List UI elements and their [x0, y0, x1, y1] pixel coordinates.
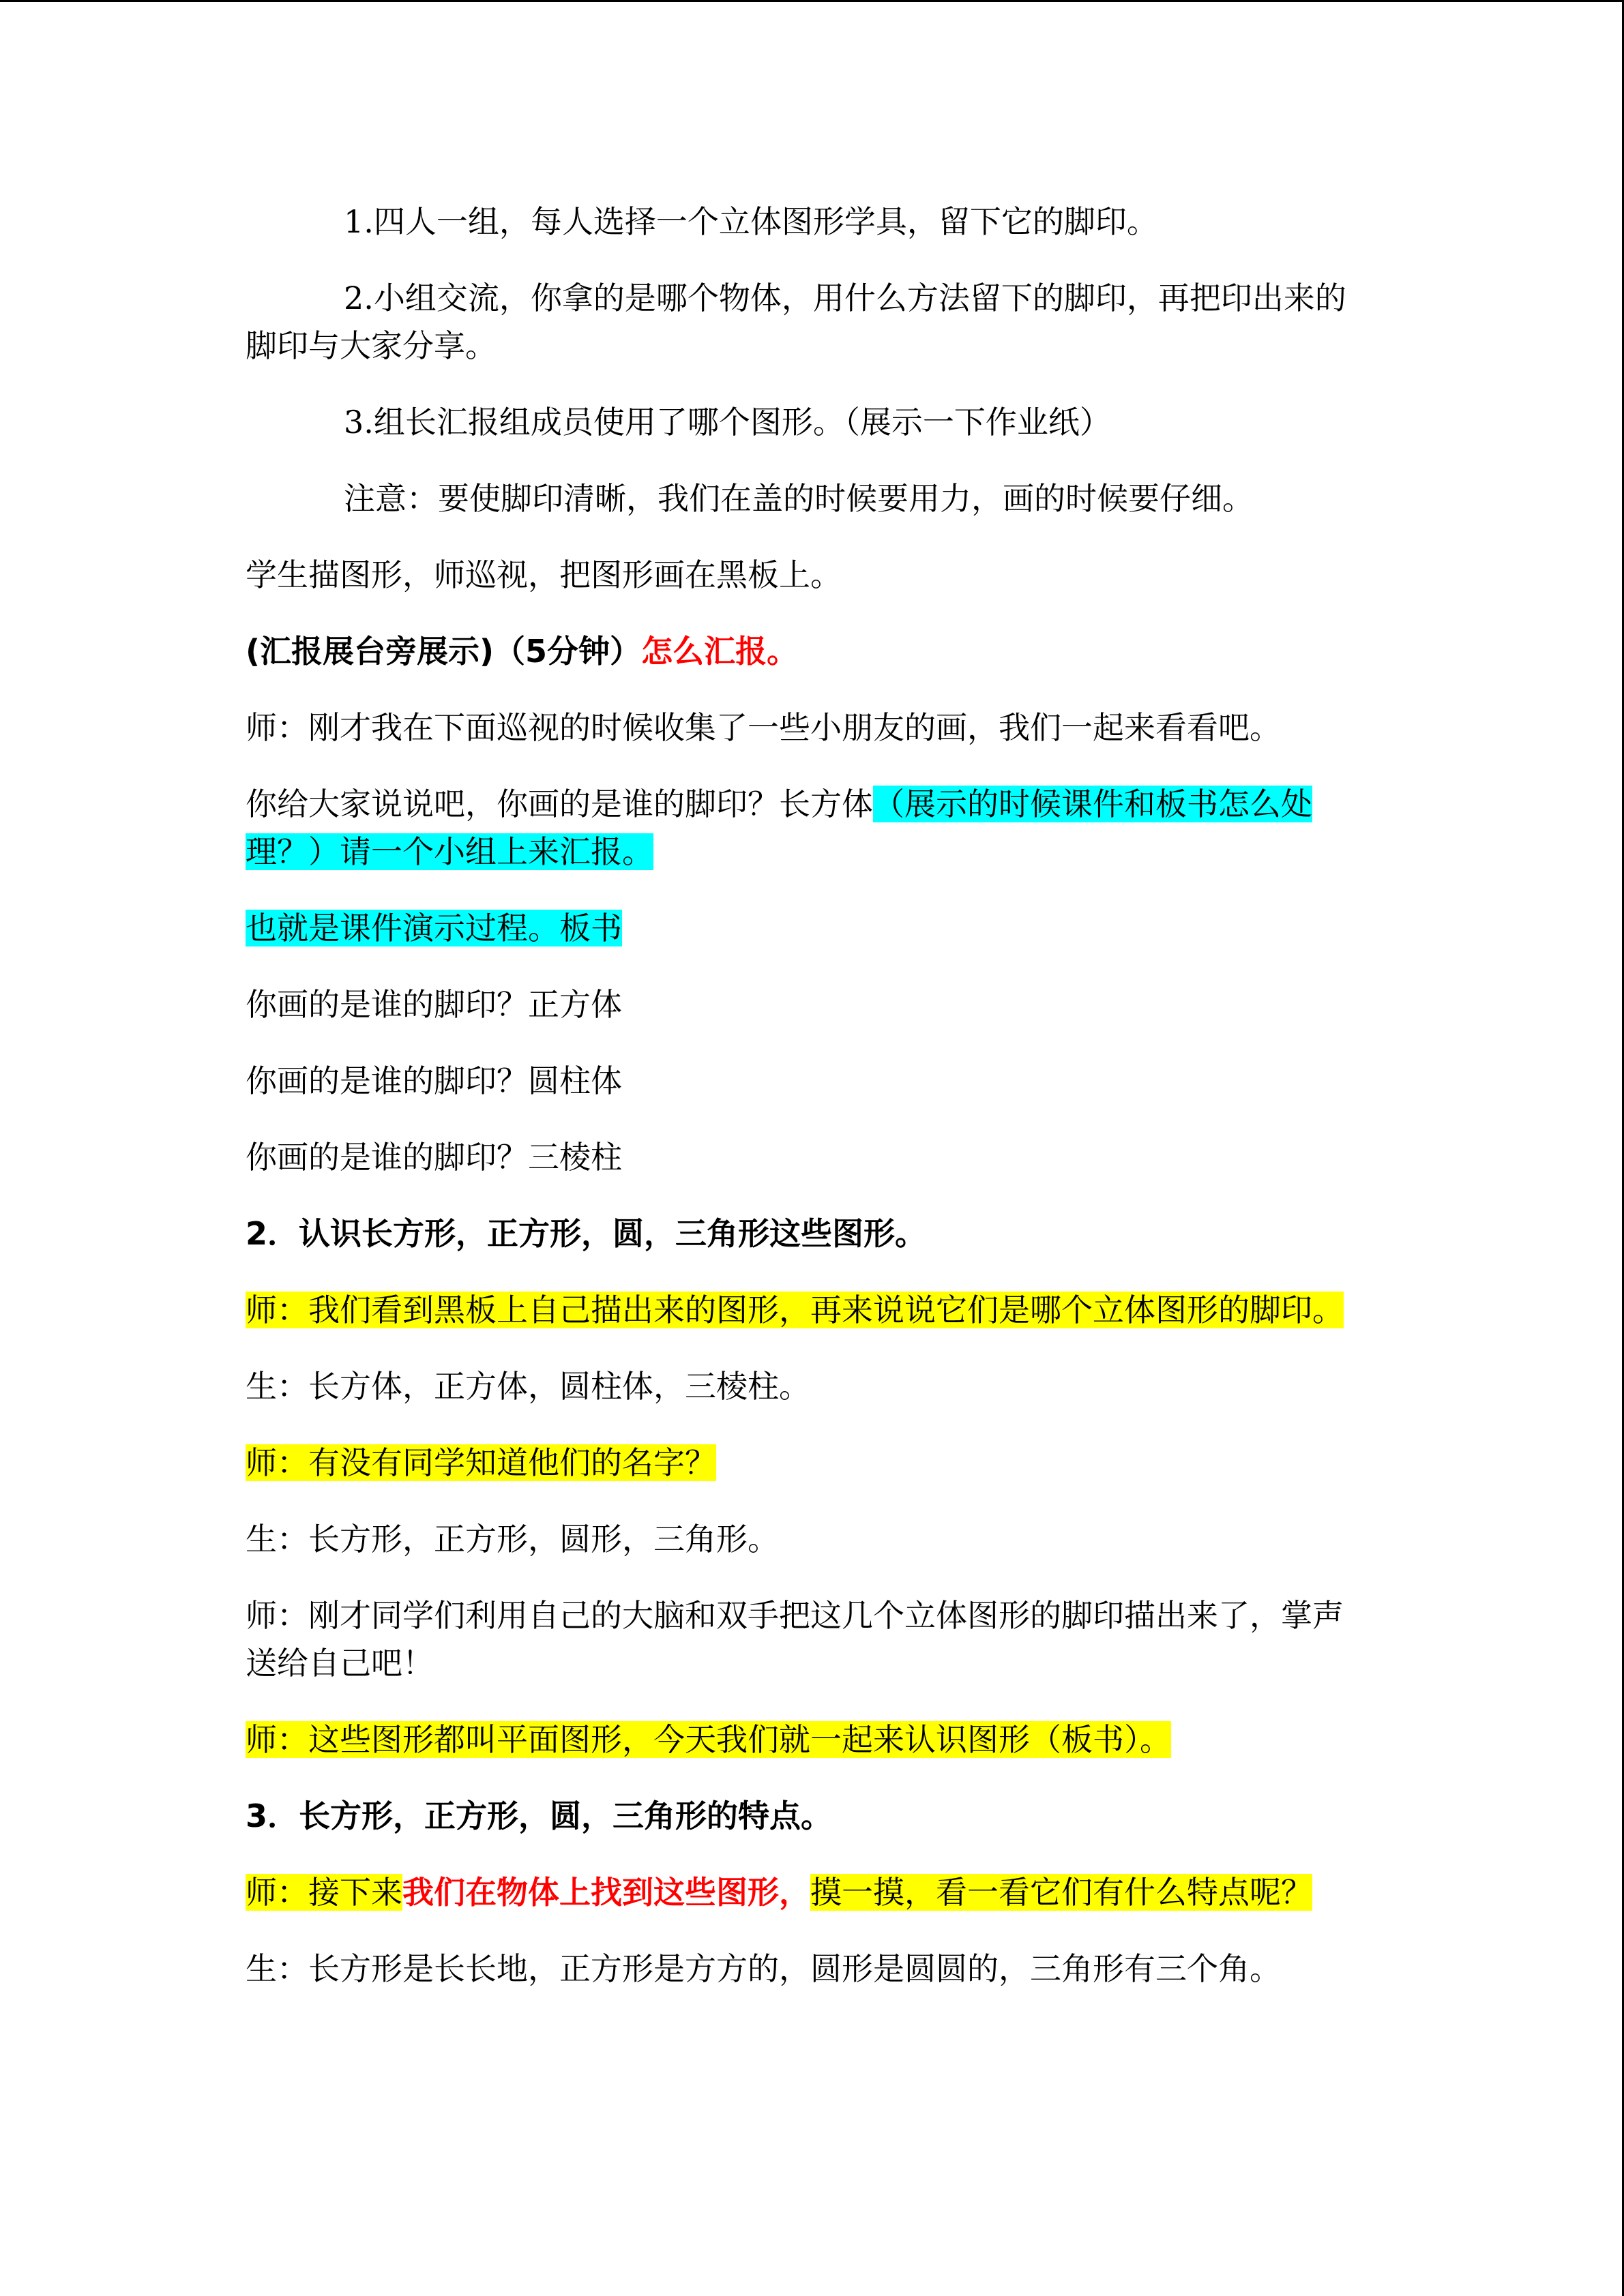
paragraph-text: 学生描图形，师巡视，把图形画在黑板上。 [246, 556, 842, 593]
paragraph-text: 师：刚才我在下面巡视的时候收集了一些小朋友的画，我们一起来看看吧。 [246, 709, 1281, 746]
paragraph-teacher-plane-shapes [246, 1716, 1364, 1763]
paragraph-text: 生：长方体，正方体，圆柱体，三棱柱。 [246, 1368, 810, 1405]
document-body [246, 198, 1364, 2021]
paragraph-note [246, 475, 1364, 522]
paragraph-ask-cylinder [246, 1057, 1364, 1105]
report-label: (汇报展台旁展示)（5分钟） [246, 633, 642, 670]
paragraph-step-2 [246, 274, 1364, 370]
heading-text: 3．长方形，正方形，圆，三角形的特点。 [246, 1798, 833, 1834]
paragraph-teacher-names [246, 1439, 1364, 1487]
paragraph-student-solids [246, 1362, 1364, 1410]
paragraph-text: 师：刚才同学们利用自己的大脑和双手把这几个立体图形的脚印描出来了，掌声送给自己吧！ [246, 1597, 1344, 1682]
paragraph-text: 你给大家说说吧，你画的是谁的脚印？长方体 [246, 786, 873, 822]
paragraph-report-heading [246, 627, 1364, 675]
paragraph-text: 生：长方形，正方形，圆形，三角形。 [246, 1521, 779, 1557]
paragraph-text: 你画的是谁的脚印？三棱柱 [246, 1139, 622, 1176]
paragraph-step-3 [246, 398, 1364, 446]
paragraph-teacher-features [246, 1868, 1364, 1916]
paragraph-student-shapes [246, 1515, 1364, 1563]
yellow-highlight-text: 师：这些图形都叫平面图形，今天我们就一起来认识图形（板书）。 [246, 1721, 1171, 1758]
paragraph-student-features [246, 1945, 1364, 1993]
section-heading-3 [246, 1792, 1364, 1840]
yellow-highlight-text: 师：接下来 [246, 1874, 402, 1911]
paragraph-text: 1.四人一组，每人选择一个立体图形学具，留下它的脚印。 [344, 203, 1158, 240]
section-heading-2 [246, 1210, 1364, 1257]
paragraph-text: 注意：要使脚印清晰，我们在盖的时候要用力，画的时候要仔细。 [344, 480, 1254, 517]
paragraph-text: 3.组长汇报组成员使用了哪个图形。（展示一下作业纸） [344, 404, 1111, 441]
paragraph-text: 你画的是谁的脚印？圆柱体 [246, 1062, 622, 1099]
paragraph-teacher-collect [246, 704, 1364, 751]
yellow-highlight-text: 摸一摸，看一看它们有什么特点呢？ [810, 1874, 1312, 1911]
page-border-top [0, 0, 1624, 2]
paragraph-text: 生：长方形是长长地，正方形是方方的，圆形是圆圆的，三角形有三个角。 [246, 1950, 1281, 1987]
paragraph-courseware [246, 904, 1364, 952]
paragraph-text: 你画的是谁的脚印？正方体 [246, 986, 622, 1023]
paragraph-teacher-praise [246, 1592, 1364, 1687]
paragraph-text: 2.小组交流，你拿的是哪个物体，用什么方法留下的脚印，再把印出来的脚印与大家分享。 [246, 280, 1346, 364]
red-emphasis-text: 我们在物体上找到这些图形， [402, 1874, 810, 1911]
paragraph-teacher-blackboard [246, 1286, 1364, 1334]
cyan-highlight-text: （展示的时候课件和板书怎么处理？）请一个小组上来汇报。 [246, 786, 1312, 870]
paragraph-ask-cube [246, 981, 1364, 1028]
yellow-highlight-text: 师：我们看到黑板上自己描出来的图形，再来说说它们是哪个立体图形的脚印。 [246, 1292, 1344, 1328]
paragraph-ask-prism [246, 1133, 1364, 1181]
report-question-red: 怎么汇报。 [641, 633, 799, 670]
yellow-highlight-text: 师：有没有同学知道他们的名字？ [246, 1444, 716, 1481]
paragraph-student-draw [246, 551, 1364, 599]
paragraph-step-1 [246, 198, 1364, 245]
cyan-highlight-text: 也就是课件演示过程。板书 [246, 910, 622, 946]
paragraph-ask-cuboid [246, 780, 1364, 876]
heading-text: 2．认识长方形，正方形，圆，三角形这些图形。 [246, 1215, 927, 1252]
